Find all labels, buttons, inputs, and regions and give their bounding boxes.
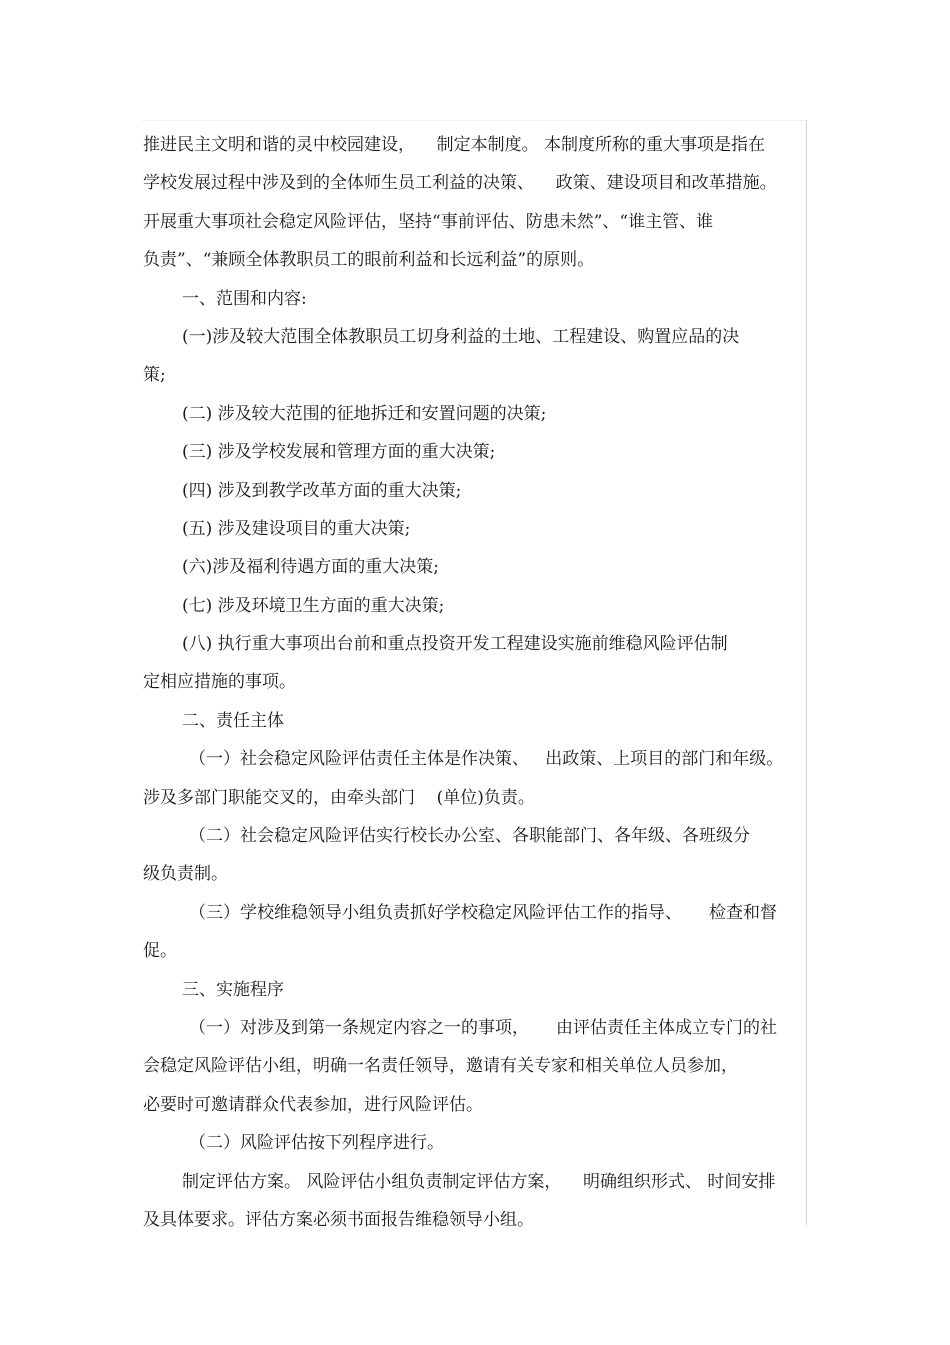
list-item: （一）对涉及到第一条规定内容之一的事项， 由评估责任主体成立专门的社 [189, 1017, 778, 1038]
text-line: 涉及多部门职能交叉的，由牵头部门 (单位)负责。 [143, 787, 535, 808]
text-line: 级负责制。 [143, 864, 228, 885]
list-item: （一）社会稳定风险评估责任主体是作决策、 出政策、上项目的部门和年级。 [189, 749, 784, 770]
section-heading: 一、范围和内容: [182, 288, 307, 309]
list-item: (六)涉及福利待遇方面的重大决策; [182, 557, 439, 578]
document-body [143, 126, 805, 1239]
text-line: 促。 [143, 941, 177, 962]
paragraph-line: 制定评估方案。 风险评估小组负责制定评估方案， 明确组织形式、 时间安排 [182, 1171, 776, 1192]
list-item: （二）社会稳定风险评估实行校长办公室、各职能部门、各年级、各班级分 [189, 826, 750, 847]
page-top-border [142, 120, 806, 121]
list-item: (一)涉及较大范围全体教职员工切身利益的土地、工程建设、购置应品的决 [182, 326, 740, 347]
text-line: 推进民主文明和谐的灵中校园建设， 制定本制度。 本制度所称的重大事项是指在 [143, 135, 766, 155]
list-item: (八) 执行重大事项出台前和重点投资开发工程建设实施前维稳风险评估制 [182, 634, 728, 655]
text-line: 会稳定风险评估小组，明确一名责任领导，邀请有关专家和相关单位人员参加， [143, 1056, 738, 1077]
section-heading: 三、实施程序 [182, 979, 284, 1000]
list-item: (二) 涉及较大范围的征地拆迁和安置问题的决策; [182, 403, 547, 424]
text-line: 定相应措施的事项。 [143, 672, 296, 693]
list-item: (七) 涉及环境卫生方面的重大决策; [182, 595, 445, 616]
text-line: 开展重大事项社会稳定风险评估，坚持“事前评估、防患未然”、“谁主管、谁 [143, 211, 714, 232]
list-item: (五) 涉及建设项目的重大决策; [182, 518, 411, 539]
text-line: 学校发展过程中涉及到的全体师生员工利益的决策、 政策、建设项目和改革措施。 [143, 173, 777, 194]
text-line: 及具体要求。评估方案必须书面报告维稳领导小组。 [143, 1209, 534, 1230]
text-line: 负责”、“兼顾全体教职员工的眼前利益和长远利益”的原则。 [143, 250, 595, 271]
list-item: （三）学校维稳领导小组负责抓好学校稳定风险评估工作的指导、 检查和督 [189, 902, 778, 923]
text-line: 策; [143, 365, 166, 386]
section-heading: 二、责任主体 [182, 710, 284, 731]
list-item: (三) 涉及学校发展和管理方面的重大决策; [182, 442, 496, 463]
list-item: (四) 涉及到教学改革方面的重大决策; [182, 480, 462, 501]
text-line: 必要时可邀请群众代表参加，进行风险评估。 [143, 1094, 483, 1115]
list-item: （二）风险评估按下列程序进行。 [189, 1133, 444, 1154]
page-right-border [806, 120, 807, 1225]
